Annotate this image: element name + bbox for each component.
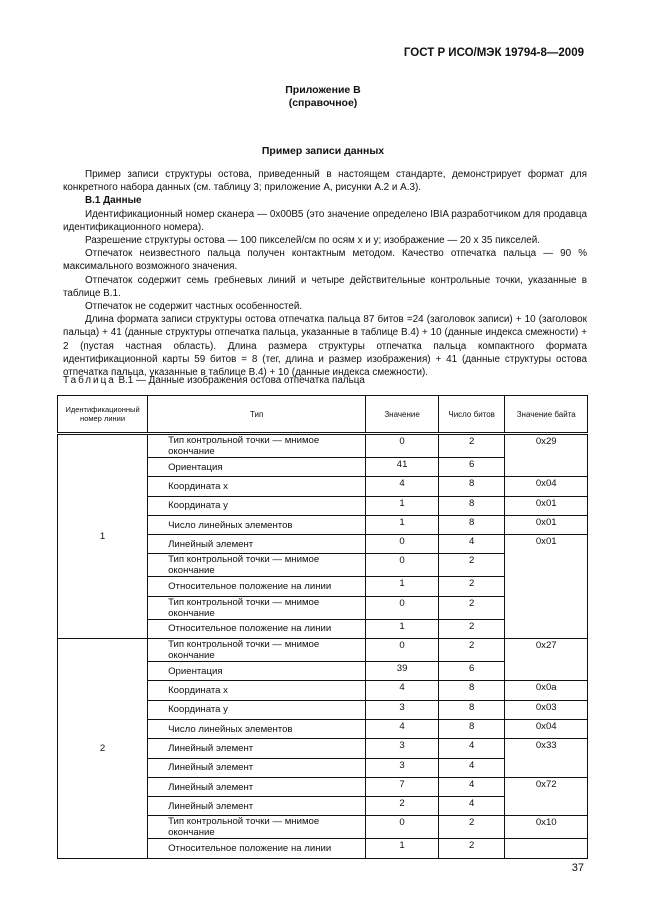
type-cell: Линейный элемент xyxy=(148,797,366,816)
value-cell: 4 xyxy=(366,477,439,496)
byte-value-cell xyxy=(505,839,588,858)
type-cell: Относительное положение на линии xyxy=(148,577,366,596)
value-cell: 0 xyxy=(366,554,439,577)
bits-cell: 8 xyxy=(438,496,505,515)
bits-cell: 6 xyxy=(438,458,505,477)
type-cell: Относительное положение на линии xyxy=(148,619,366,638)
paragraph: Разрешение структуры остова — 100 пикселей/см по осям x и y; изображение — 20 x 35 пикселей. xyxy=(85,235,540,247)
type-cell: Тип контрольной точки — мнимое окончание xyxy=(148,816,366,839)
byte-value-cell: 0x01 xyxy=(505,535,588,639)
value-cell: 0 xyxy=(366,434,439,458)
paragraph: Идентификационный номер сканера — 0x00B5 (это значение определено IBIA разработчиком для продавца идентификационного номера). xyxy=(63,208,587,233)
type-cell: Число линейных элементов xyxy=(148,719,366,738)
bits-cell: 8 xyxy=(438,681,505,700)
bits-cell: 2 xyxy=(438,434,505,458)
byte-value-cell: 0x10 xyxy=(505,816,588,839)
bits-cell: 2 xyxy=(438,816,505,839)
bits-cell: 4 xyxy=(438,777,505,796)
type-cell: Ориентация xyxy=(148,458,366,477)
value-cell: 7 xyxy=(366,777,439,796)
bits-cell: 4 xyxy=(438,758,505,777)
column-header: Идентификационный номер линии xyxy=(58,396,148,434)
type-cell: Линейный элемент xyxy=(148,535,366,554)
paragraph: Отпечаток не содержит частных особенностей. xyxy=(85,301,303,313)
caption-text: В.1 — Данные изображения остова отпечатка пальца xyxy=(115,375,365,386)
paragraph: Длина формата записи структуры остова отпечатка пальца 87 битов =24 (заголовок записи) + 10 (заголовок пальца) + 41 (данные структуры отпечатка пальца, указанные в таблице В.4) + 10 (данные индекса смежности) + 2 (пустая частная область). Длина размера структуры отпечатка пальца компактного формата идентификационной карты 59 битов = 8 (тег, длина и размер изображения) + 41 (данные структуры остова отпечатка пальца, указанные в таблице В.4) + 10 (данные индекса смежности). xyxy=(63,314,587,379)
bits-cell: 4 xyxy=(438,535,505,554)
type-cell: Координата x xyxy=(148,681,366,700)
bits-cell: 8 xyxy=(438,477,505,496)
column-header: Значение xyxy=(366,396,439,434)
type-cell: Тип контрольной точки — мнимое окончание xyxy=(148,554,366,577)
bits-cell: 4 xyxy=(438,797,505,816)
bits-cell: 2 xyxy=(438,839,505,858)
paragraph: Отпечаток неизвестного пальца получен контактным методом. Качество отпечатка пальца — 90 % максимального возможного значения. xyxy=(63,248,587,273)
table-header-row xyxy=(58,396,588,434)
table-row xyxy=(58,434,588,458)
bits-cell: 4 xyxy=(438,739,505,758)
type-cell: Ориентация xyxy=(148,662,366,681)
appendix-title: Приложение В xyxy=(285,84,361,96)
table-caption xyxy=(63,375,365,386)
byte-value-cell: 0x03 xyxy=(505,700,588,719)
type-cell: Координата y xyxy=(148,496,366,515)
type-cell: Тип контрольной точки — мнимое окончание xyxy=(148,596,366,619)
value-cell: 0 xyxy=(366,816,439,839)
paragraph: В.1 Данные xyxy=(85,195,142,207)
value-cell: 3 xyxy=(366,758,439,777)
caption-prefix: Таблица xyxy=(63,375,116,386)
type-cell: Тип контрольной точки — мнимое окончание xyxy=(148,639,366,662)
byte-value-cell: 0x29 xyxy=(505,434,588,477)
document-header: ГОСТ Р ИСО/МЭК 19794-8—2009 xyxy=(403,47,584,59)
value-cell: 3 xyxy=(366,700,439,719)
byte-value-cell: 0x04 xyxy=(505,719,588,738)
byte-value-cell: 0x33 xyxy=(505,739,588,778)
type-cell: Линейный элемент xyxy=(148,739,366,758)
appendix-note: (справочное) xyxy=(288,97,358,109)
type-cell: Координата x xyxy=(148,477,366,496)
page-number: 37 xyxy=(571,862,584,874)
body-text xyxy=(63,168,587,379)
type-cell: Число линейных элементов xyxy=(148,515,366,534)
bits-cell: 8 xyxy=(438,700,505,719)
bits-cell: 6 xyxy=(438,662,505,681)
bits-cell: 2 xyxy=(438,596,505,619)
value-cell: 1 xyxy=(366,577,439,596)
column-header: Тип xyxy=(148,396,366,434)
bits-cell: 2 xyxy=(438,639,505,662)
line-id-cell: 1 xyxy=(58,434,148,639)
data-table xyxy=(57,395,588,859)
type-cell: Линейный элемент xyxy=(148,777,366,796)
byte-value-cell: 0x0a xyxy=(505,681,588,700)
type-cell: Координата y xyxy=(148,700,366,719)
value-cell: 4 xyxy=(366,719,439,738)
type-cell: Линейный элемент xyxy=(148,758,366,777)
value-cell: 1 xyxy=(366,515,439,534)
column-header: Число битов xyxy=(438,396,505,434)
paragraph: Отпечаток содержит семь гребневых линий и четыре действительные контрольные точки, указанные в таблице В.1. xyxy=(63,274,587,299)
type-cell: Относительное положение на линии xyxy=(148,839,366,858)
column-header: Значение байта xyxy=(505,396,588,434)
bits-cell: 2 xyxy=(438,577,505,596)
line-id-cell: 2 xyxy=(58,639,148,859)
byte-value-cell: 0x01 xyxy=(505,496,588,515)
value-cell: 0 xyxy=(366,639,439,662)
bits-cell: 2 xyxy=(438,554,505,577)
value-cell: 41 xyxy=(366,458,439,477)
byte-value-cell: 0x04 xyxy=(505,477,588,496)
value-cell: 3 xyxy=(366,739,439,758)
byte-value-cell: 0x01 xyxy=(505,515,588,534)
section-title: Пример записи данных xyxy=(261,145,385,157)
bits-cell: 8 xyxy=(438,515,505,534)
value-cell: 4 xyxy=(366,681,439,700)
table-row xyxy=(58,639,588,662)
value-cell: 1 xyxy=(366,839,439,858)
byte-value-cell: 0x72 xyxy=(505,777,588,816)
value-cell: 0 xyxy=(366,535,439,554)
value-cell: 0 xyxy=(366,596,439,619)
value-cell: 1 xyxy=(366,496,439,515)
value-cell: 39 xyxy=(366,662,439,681)
type-cell: Тип контрольной точки — мнимое окончание xyxy=(148,434,366,458)
bits-cell: 2 xyxy=(438,619,505,638)
value-cell: 1 xyxy=(366,619,439,638)
value-cell: 2 xyxy=(366,797,439,816)
byte-value-cell: 0x27 xyxy=(505,639,588,681)
paragraph: Пример записи структуры остова, приведенный в настоящем стандарте, демонстрирует формат для конкретного набора данных (см. таблицу 3; приложение А, рисунки А.2 и А.3). xyxy=(63,169,587,194)
bits-cell: 8 xyxy=(438,719,505,738)
